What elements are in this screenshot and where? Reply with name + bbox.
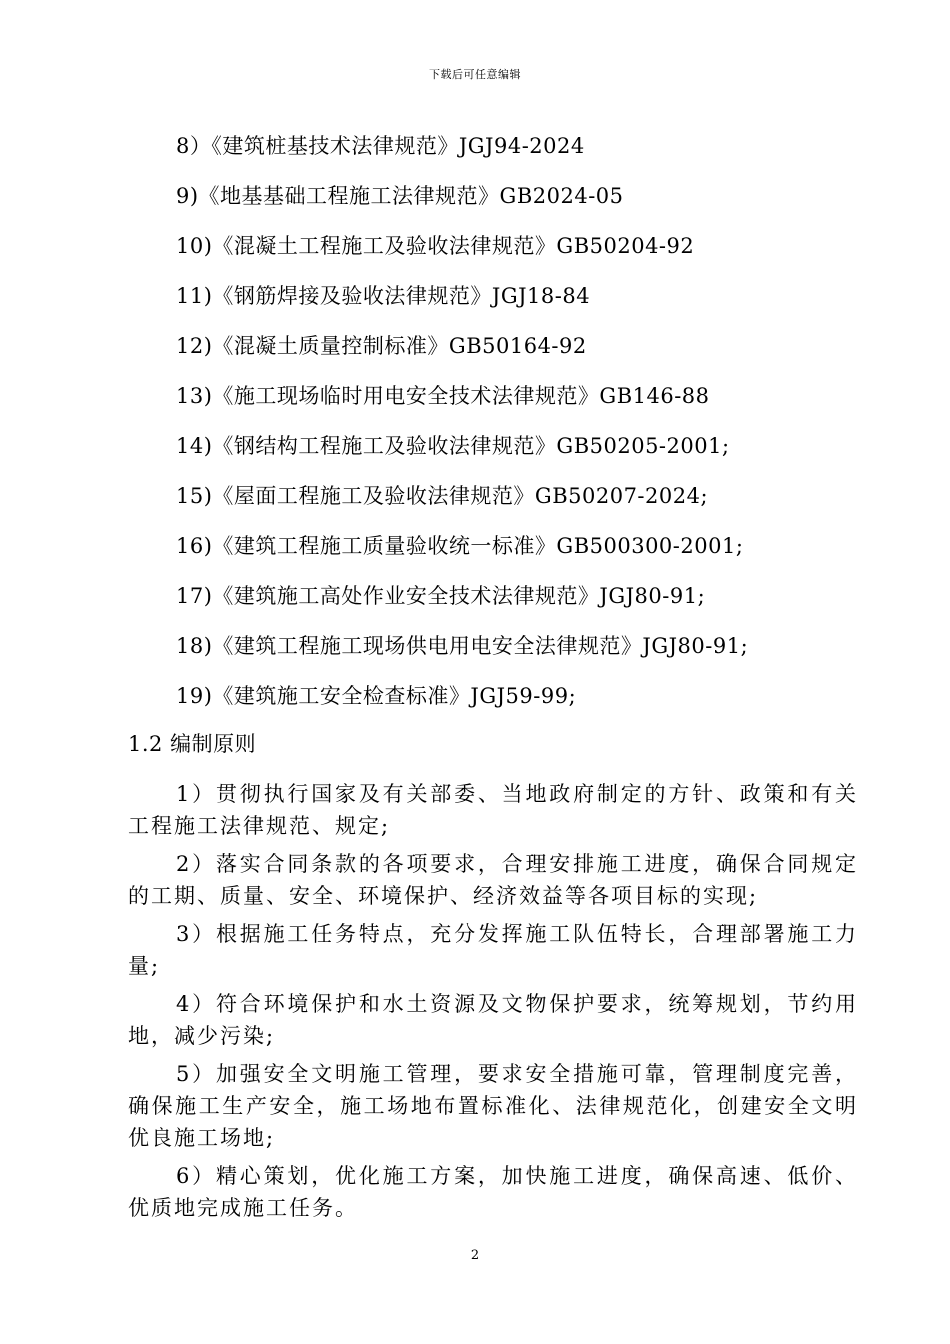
principle-paragraph: 4）符合环境保护和水土资源及文物保护要求，统筹规划，节约用地，减少污染; <box>128 992 858 1048</box>
reference-item: 16)《建筑工程施工质量验收统一标准》GB500300-2001; <box>176 534 744 558</box>
reference-item: 17)《建筑施工高处作业安全技术法律规范》JGJ80-91; <box>176 584 706 608</box>
reference-item: 9)《地基基础工程施工法律规范》GB2024-05 <box>176 184 624 208</box>
principle-paragraph: 1）贯彻执行国家及有关部委、当地政府制定的方针、政策和有关工程施工法律规范、规定; <box>128 782 858 838</box>
section-heading: 1.2 编制原则 <box>128 732 257 756</box>
reference-item: 15)《屋面工程施工及验收法律规范》GB50207-2024; <box>176 484 709 508</box>
reference-item: 19)《建筑施工安全检查标准》JGJ59-99; <box>176 684 577 708</box>
reference-item: 18)《建筑工程施工现场供电用电安全法律规范》JGJ80-91; <box>176 634 749 658</box>
reference-item: 10)《混凝土工程施工及验收法律规范》GB50204-92 <box>176 234 695 258</box>
principle-paragraph: 3）根据施工任务特点，充分发挥施工队伍特长，合理部署施工力量; <box>128 922 858 978</box>
reference-item: 11)《钢筋焊接及验收法律规范》JGJ18-84 <box>176 284 591 308</box>
principle-paragraph: 5）加强安全文明施工管理，要求安全措施可靠，管理制度完善，确保施工生产安全，施工场地布置标准化、法律规范化，创建安全文明优良施工场地; <box>128 1062 858 1150</box>
reference-item: 14)《钢结构工程施工及验收法律规范》GB50205-2001; <box>176 434 730 458</box>
reference-list <box>176 126 876 726</box>
principles-list <box>128 778 858 1230</box>
page-number: 2 <box>470 1248 480 1263</box>
reference-item: 8）《建筑桩基技术法律规范》JGJ94-2024 <box>176 134 585 158</box>
reference-item: 12)《混凝土质量控制标准》GB50164-92 <box>176 334 587 358</box>
principle-paragraph: 2）落实合同条款的各项要求，合理安排施工进度，确保合同规定的工期、质量、安全、环境保护、经济效益等各项目标的实现; <box>128 852 858 908</box>
header-note: 下载后可任意编辑 <box>429 68 521 81</box>
principle-paragraph: 6）精心策划，优化施工方案，加快施工进度，确保高速、低价、优质地完成施工任务。 <box>128 1164 858 1220</box>
reference-item: 13)《施工现场临时用电安全技术法律规范》GB146-88 <box>176 384 710 408</box>
